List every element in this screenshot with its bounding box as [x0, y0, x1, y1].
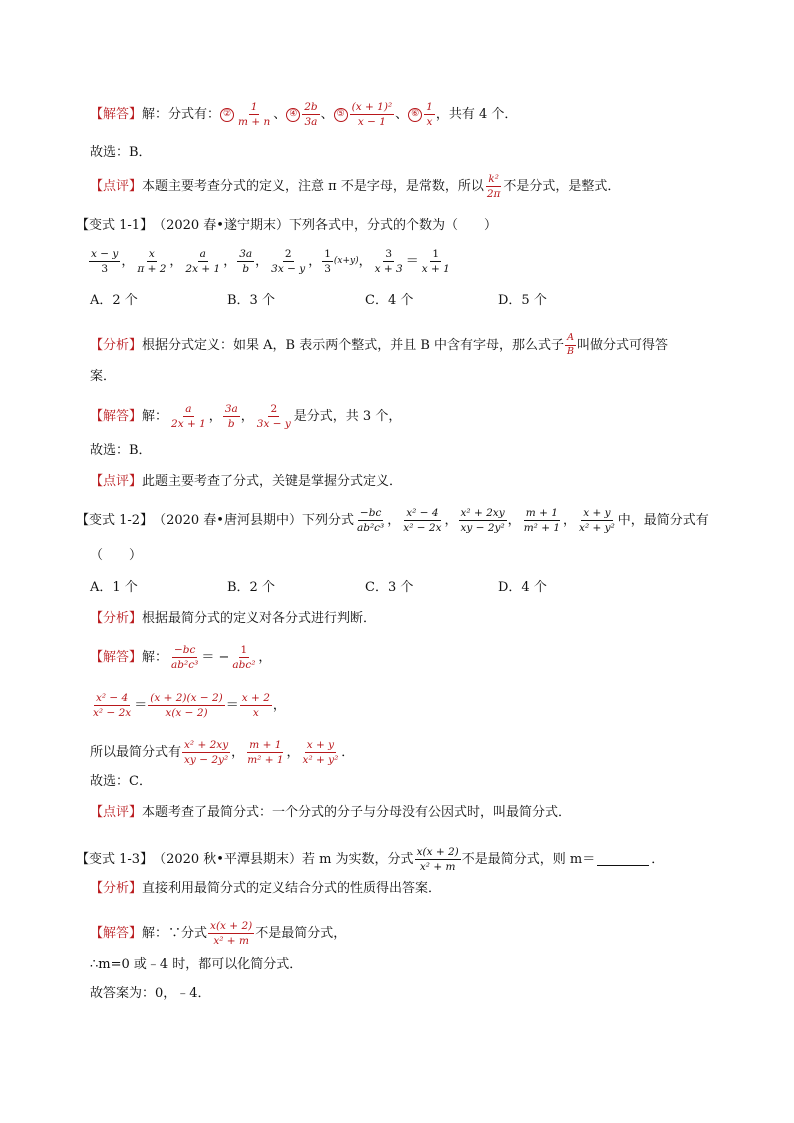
variant-1-1-expressions: $\frac{x - y}{3}$ ， $\frac{x}{\pi + 2}$ ， $\frac{a}{2x + 1}$ ， $\frac{3a}{b}$ ， $\frac{2}{3x - y}$ ， $\frac{1}{3}$ (x+y) ， $\frac{3}{x + 3}$ ＝ $\frac{1}{x + 1}$ [91, 248, 450, 276]
variant-question-b: 不是最简分式，则 m＝ [461, 852, 596, 868]
answer-tail: 不是最简分式， [255, 926, 347, 942]
operator: ＝ − [201, 650, 230, 666]
fraction: $\frac{x}{\pi + 2}$ [137, 248, 167, 276]
therefore-line-1-3 [90, 958, 302, 971]
analysis-line-1-3 [90, 882, 441, 895]
fraction: $\frac{\text{x² − 4}}{\text{x² − 2x}}$ [93, 692, 132, 720]
comment-text: 此题主要考查了分式，关键是掌握分式定义． [142, 474, 403, 489]
fraction: $\frac{(x + 2)(x - 2)}{x(x - 2)}$ [150, 692, 223, 720]
fraction: $\frac{\text{x² + 2xy}}{\text{xy − 2y²}}$ [184, 739, 229, 767]
final-line-1-3 [90, 987, 211, 1000]
option-b[interactable]: B．3 个 [227, 293, 275, 308]
analysis-tag: 【分析】 [90, 611, 143, 626]
fraction: $\frac{A}{B}$ [567, 332, 575, 357]
fraction: $\frac{x - y}{3}$ [91, 248, 119, 276]
fraction: $\frac{x + 2}{x}$ [241, 692, 270, 720]
comment-line-1-1 [90, 475, 402, 488]
fraction: $\frac{2}{3x - y}$ [271, 248, 306, 276]
option-a[interactable]: A．1 个 [90, 580, 138, 595]
fraction: $\frac{x(x + 2)}{\text{x² + m}}$ [210, 920, 253, 948]
fraction: $\frac{-bc}{\text{ab²c³}}$ [356, 507, 385, 535]
fraction: $\frac{x + y}{\text{x² + y²}}$ [579, 507, 615, 535]
so-line-1-2: 所以最简分式有 $\frac{\text{x² + 2xy}}{\text{xy − 2y²}}$ ， $\frac{m + 1}{\text{m² + 1}}$ ， $\frac{x + y}{\text{x² + y²}}$ ． [90, 739, 355, 767]
variant-question: 下列分式 [301, 513, 354, 529]
option-c[interactable]: C．4 个 [365, 293, 414, 308]
operator: ＝ [134, 698, 148, 714]
variant-question: 下列各式中，分式的个数为（ ） [288, 218, 497, 233]
comment-text-b: 不是分式，是整式． [503, 179, 621, 195]
answer-paren: （ ） [90, 548, 143, 563]
fraction: $\frac{3a}{b}$ [224, 403, 238, 431]
so-text: 所以最简分式有 [90, 745, 182, 761]
fraction: $\frac{\text{x² + 2xy}}{\text{xy − 2y²}}$ [460, 507, 505, 535]
answer-lead: 解： [142, 650, 169, 666]
answer-tag: 【解答】 [90, 650, 143, 666]
fraction: $\frac{2}{3x - y}$ [256, 403, 291, 431]
option-c[interactable]: C．3 个 [365, 580, 414, 595]
fraction: $\frac{a}{2x + 1}$ [171, 403, 206, 431]
comment-tag: 【点评】 [90, 805, 143, 820]
fraction: $\frac{1}{x + 1}$ [421, 248, 450, 276]
option-d[interactable]: D．5 个 [498, 293, 547, 308]
option-a[interactable]: A．2 个 [90, 293, 138, 308]
answer-tag: 【解答】 [90, 107, 143, 123]
answer-line-1-2 [90, 644, 271, 671]
comment-text: 本题考查了最简分式：一个分式的分子与分母没有公因式时，叫最简分式． [142, 805, 572, 820]
fraction: $\frac{3}{x + 3}$ [374, 248, 403, 276]
variant-tag: 【变式 1-2】 [76, 513, 154, 529]
operator: ＝ [225, 698, 239, 714]
circled-number: ⑥ [408, 108, 422, 122]
comment-text-a: 本题主要考查分式的定义，注意 π 不是字母，是常数，所以 [142, 179, 484, 195]
analysis-text-c: 案． [90, 369, 117, 384]
analysis-line-1-2 [90, 612, 376, 625]
choice-line-1-1 [90, 444, 152, 457]
answer-line-0 [90, 101, 517, 128]
choice-text: 故选：B． [90, 145, 152, 160]
answer-line-1-1: 【解答】 解： $\frac{a}{2x + 1}$ ， $\frac{3a}{b}$ ， $\frac{2}{3x - y}$ 是分式，共 3 个， [90, 403, 402, 431]
option-b[interactable]: B．2 个 [227, 580, 275, 595]
equation-line-1-2 [90, 692, 286, 719]
analysis-text-b: 叫做分式可得答 [577, 337, 669, 353]
variant-tag: 【变式 1-1】 [76, 218, 154, 233]
fraction: $\frac{x + y}{\text{x² + y²}}$ [302, 739, 339, 767]
fraction: $\frac{\text{k²}}{2\pi}$ [486, 173, 501, 201]
variant-1-2-options [90, 581, 547, 594]
variant-1-1-options [90, 294, 547, 307]
separator: 、 [273, 107, 287, 123]
analysis-tag: 【分析】 [90, 881, 143, 896]
variant-source: （2020 春•遂宁期末） [153, 218, 289, 233]
fraction: $\frac{3a}{b}$ [239, 248, 253, 276]
comment-tag: 【点评】 [90, 474, 143, 489]
choice-line [90, 146, 152, 159]
equals-sign: ＝ [405, 254, 419, 270]
variant-source: （2020 秋•平潭县期末） [153, 852, 302, 868]
variant-source: （2020 春•唐河县期中） [153, 513, 302, 529]
fraction: $\frac{m + 1}{\text{m² + 1}}$ [523, 507, 561, 535]
fraction: $\frac{1}{m + n}$ [238, 101, 271, 129]
option-d[interactable]: D．4 个 [498, 580, 547, 595]
fraction: $\frac{2b}{3a}$ [304, 101, 318, 129]
answer-tag: 【解答】 [90, 409, 143, 425]
analysis-line-1-1-cont [90, 370, 116, 383]
separator: 、 [395, 107, 409, 123]
analysis-text: 直接利用最简分式的定义结合分式的性质得出答案． [142, 881, 442, 896]
variant-question-a: 若 m 为实数，分式 [301, 852, 414, 868]
fraction: $\frac{1}{x}$ [426, 101, 433, 129]
expr-suffix: (x+y) [333, 256, 359, 267]
variant-1-1-question [76, 219, 497, 232]
answer-blank[interactable] [597, 853, 649, 866]
variant-1-2-paren [90, 549, 142, 562]
analysis-tag: 【分析】 [90, 337, 143, 353]
answer-lead: 解：∵分式 [142, 926, 208, 942]
analysis-text-a: 根据分式定义：如果 A，B 表示两个整式，并且 B 中含有字母，那么式子 [142, 337, 565, 353]
answer-lead: 解： [142, 409, 169, 425]
fraction: $\frac{m + 1}{\text{m² + 1}}$ [247, 739, 284, 767]
answer-tail: 是分式，共 3 个， [293, 409, 402, 425]
variant-tag: 【变式 1-3】 [76, 852, 154, 868]
fraction: $\frac{\text{(x + 1)²}}{x - 1}$ [351, 101, 393, 129]
fraction: $\frac{-bc}{\text{ab²c³}}$ [171, 644, 199, 672]
question-tail: 中，最简分式有 [617, 513, 709, 529]
fraction: $\frac{1}{3}$ [324, 248, 331, 276]
separator: ． [341, 745, 355, 761]
comment-tag: 【点评】 [90, 179, 143, 195]
circled-number: ② [220, 108, 234, 122]
final-text: 故答案为：0，﹣4． [90, 986, 211, 1001]
fraction: $\frac{\text{x² − 4}}{\text{x² − 2x}}$ [403, 507, 442, 535]
comment-line-1-2 [90, 806, 571, 819]
choice-text: 故选：C． [90, 774, 152, 789]
therefore-text: ∴m=0 或﹣4 时，都可以化简分式． [90, 957, 303, 972]
answer-lead: 解：分式有： [142, 107, 221, 123]
choice-line-1-2 [90, 775, 152, 788]
separator: 、 [320, 107, 334, 123]
analysis-text: 根据最简分式的定义对各分式进行判断． [142, 611, 377, 626]
variant-1-3-question [76, 846, 664, 873]
answer-tag: 【解答】 [90, 926, 143, 942]
circled-number: ⑤ [334, 108, 348, 122]
fraction: $\frac{x(x + 2)}{\text{x² + m}}$ [416, 846, 459, 874]
separator: ， [272, 698, 286, 714]
variant-1-2-question: 【变式 1-2】 （2020 春•唐河县期中） 下列分式 $\frac{-bc}{\text{ab²c³}}$ ， $\frac{\text{x² − 4}}{\text{x² − 2x}}$ ， $\frac{\text{x² + 2xy}}{\text{xy − 2y²}}$ ， $\frac{m + 1}{\text{m² + 1}}$ ， $\frac{x + y}{\text{x² + y²}}$ 中，最简分式有 [76, 507, 709, 535]
answer-line-1-3 [90, 920, 346, 947]
separator: ， [258, 650, 272, 666]
analysis-line-1-1 [90, 333, 668, 358]
variant-question-end: ． [651, 852, 665, 868]
choice-text: 故选：B． [90, 443, 152, 458]
circled-number: ④ [286, 108, 300, 122]
fraction: $\frac{1}{\text{abc²}}$ [232, 644, 256, 672]
answer-tail: ，共有 4 个． [435, 107, 518, 123]
comment-line-0 [90, 173, 620, 200]
fraction: $\frac{a}{2x + 1}$ [185, 248, 221, 276]
